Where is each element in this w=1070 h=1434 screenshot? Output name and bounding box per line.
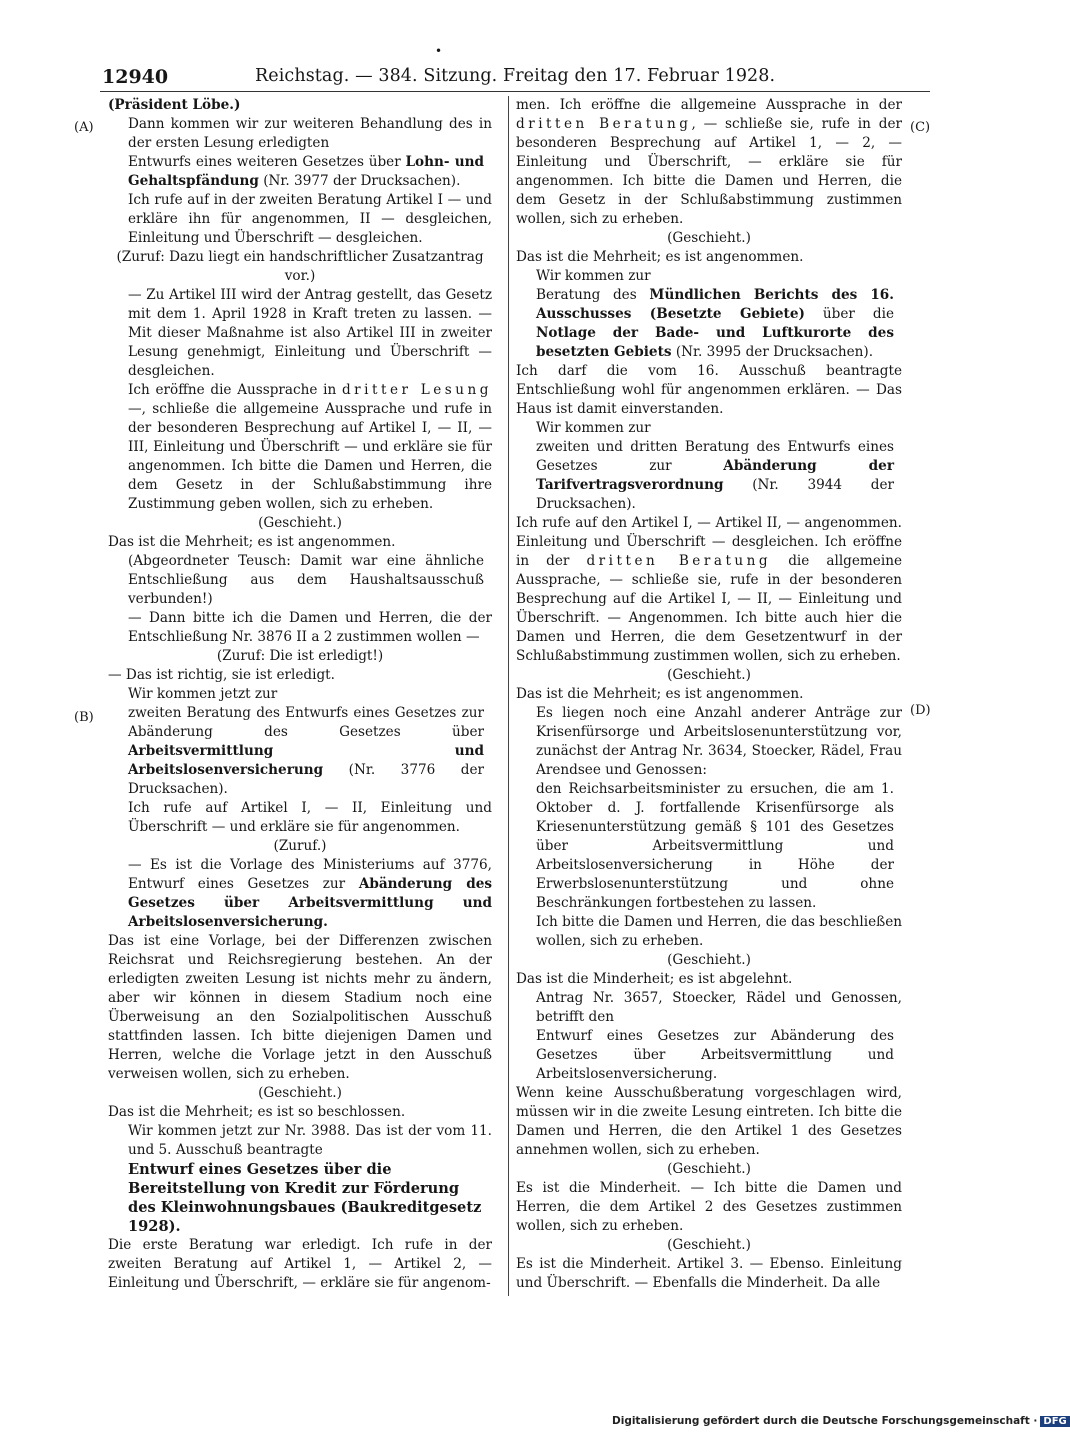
margin-letter-c: (C) [910, 120, 931, 135]
interjection: (Zuruf: Die ist erledigt!) [216, 648, 384, 664]
paragraph: Es ist die Minderheit. — Ich bitte die Damen und Herren, die dem Artikel 2 des Gesetzes zustimmen wollen, sich zu erheben. [516, 1180, 902, 1234]
paragraph: Wenn keine Ausschußberatung vorgeschlagen wird, müssen wir in die zweite Lesung eintreten. Ich bitte die Damen und Herren, die den Artikel 1 des Gesetzes annehmen wollen, sich zu erheben. [516, 1085, 902, 1158]
header-rule [100, 91, 930, 92]
dfg-logo: DFG [1040, 1416, 1069, 1427]
paragraph: Wir kommen jetzt zur Nr. 3988. Das ist der vom 11. und 5. Ausschuß beantragte [128, 1123, 492, 1158]
paragraph: — Es ist die Vorlage des Ministeriums auf 3776, Entwurf eines Gesetzes zur Abänderung des Gesetzes über Arbeitsvermittlung und Arbeitslosenversicherung. [128, 857, 493, 930]
page-number: 12940 [102, 66, 169, 88]
agenda-item-title: Entwurf eines Gesetzes über die Bereitstellung von Kredit zur Förderung des Kleinwohnungsbaues (Baukreditgesetz 1928). [128, 1161, 482, 1235]
agenda-item: zweiten und dritten Beratung des Entwurfs eines Gesetzes zur Abänderung der Tarifvertragsverordnung (Nr. 3944 der Drucksachen). [536, 439, 894, 512]
paragraph: Ich rufe auf in der zweiten Beratung Artikel I — und erkläre ihn für angenommen, II — desgleichen, Einleitung und Überschrift — desgleichen. [128, 192, 492, 246]
margin-letter-a: (A) [74, 120, 94, 135]
agenda-item: Entwurfs eines weiteren Gesetzes über Lohn- und Gehaltspfändung (Nr. 3977 der Drucksachen). [128, 154, 484, 189]
paragraph: Dann kommen wir zur weiteren Behandlung des in der ersten Lesung erledigten [128, 116, 492, 151]
quoted-motion: Entwurf eines Gesetzes zur Abänderung des Gesetzes über Arbeitsvermittlung und Arbeitslosenversicherung. [536, 1028, 894, 1082]
agenda-item: zweiten Beratung des Entwurfs eines Gesetzes zur Abänderung des Gesetzes über Arbeitsvermittlung und Arbeitslosenversicherung (Nr. 3776 der Drucksachen). [128, 705, 484, 797]
paragraph: Wir kommen zur [536, 268, 651, 284]
paragraph: Ich darf die vom 16. Ausschuß beantragte Entschließung wohl für angenommen erklären. — Das Haus ist damit einverstanden. [516, 363, 902, 417]
running-title: Reichstag. — 384. Sitzung. Freitag den 17. Februar 1928. [255, 66, 776, 86]
quoted-motion: den Reichsarbeitsminister zu ersuchen, die am 1. Oktober d. J. fortfallende Krisenfürsorge als Kriesenunterstützung gemäß § 101 des Gesetzes über Arbeitsvermittlung und Arbeitslosenversicherung in Höhe der Erwerbslosenunterstützung und ohne Beschränkungen fortbestehen zu lassen. [536, 781, 894, 911]
interjection: (Zuruf.) [273, 838, 327, 854]
margin-letter-b: (B) [74, 710, 94, 725]
paragraph: Ich rufe auf den Artikel I, — Artikel II, — angenommen. Einleitung und Überschrift — desgleichen. Ich eröffne in der dritten Beratung die allgemeine Aussprache, — schließe sie, rufe in der besonderen Besprechung auf die Artikel I, — II, — Einleitung und Überschrift. — Angenommen. Ich bitte auch hier die Damen und Herren, die dem Gesetzentwurf in der Schlußabstimmung zustimmen wollen, sich zu erheben. [516, 515, 902, 664]
paragraph: Das ist eine Vorlage, bei der Differenzen zwischen Reichsrat und Reichsregierung bestehen. An der erledigten zweiten Lesung ist nichts mehr zu ändern, aber wir können in diesem Stadium noch eine Überweisung an den Sozialpolitischen Ausschuß stattfinden lassen. Ich bitte diejenigen Damen und Herren, welche die Vorlage jetzt in den Ausschuß verweisen wollen, sich zu erheben. [108, 933, 492, 1082]
paragraph: Das ist die Mehrheit; es ist angenommen. [516, 249, 804, 265]
proceeding-note: (Geschieht.) [258, 515, 342, 531]
digitization-credit [612, 1415, 1070, 1427]
paragraph: Wir kommen jetzt zur [128, 686, 278, 702]
speaker-label: (Präsident Löbe.) [108, 97, 241, 113]
paragraph: Antrag Nr. 3657, Stoecker, Rädel und Genossen, betrifft den [536, 990, 902, 1025]
paragraph: — Zu Artikel III wird der Antrag gestellt, das Gesetz mit dem 1. April 1928 in Kraft treten zu lassen. — Mit dieser Maßnahme ist also Artikel III in zweiter Lesung genehmigt, Einleitung und Überschrift — desgleichen. [128, 287, 492, 379]
paragraph: — Das ist richtig, sie ist erledigt. [108, 667, 335, 683]
paragraph: Das ist die Mehrheit; es ist so beschlossen. [108, 1104, 406, 1120]
paragraph: Ich eröffne die Aussprache in dritter Lesung —, schließe die allgemeine Aussprache und rufe in der besonderen Besprechung auf Artikel I, — II, — III, Einleitung und Überschrift — und erkläre sie für angenommen. Ich bitte die Damen und Herren, die dem Gesetz in der Schlußabstimmung ihre Zustimmung geben wollen, sich zu erheben. [128, 382, 492, 512]
page-mark: • [435, 44, 443, 58]
left-column [108, 96, 492, 1293]
interjection: (Abgeordneter Teusch: Damit war eine ähnliche Entschließung aus dem Haushaltsausschuß verbunden!) [128, 553, 484, 607]
paragraph: — Dann bitte ich die Damen und Herren, die der Entschließung Nr. 3876 II a 2 zustimmen wollen — [128, 610, 492, 645]
paragraph: Die erste Beratung war erledigt. Ich rufe in der zweiten Beratung auf Artikel 1, — Artikel 2, — Einleitung und Überschrift, — erkläre sie für angenom- [108, 1237, 492, 1291]
credit-text: Digitalisierung gefördert durch die Deutsche Forschungsgemeinschaft · [612, 1415, 1038, 1427]
paragraph: Es liegen noch eine Anzahl anderer Anträge zur Krisenfürsorge und Arbeitslosenunterstützung vor, zunächst der Antrag Nr. 3634, Stoecker, Rädel, Frau Arendsee und Genossen: [536, 705, 902, 778]
proceeding-note: (Geschieht.) [667, 1237, 751, 1253]
paragraph: Wir kommen zur [536, 420, 651, 436]
proceeding-note: (Geschieht.) [258, 1085, 342, 1101]
proceeding-note: (Geschieht.) [667, 1161, 751, 1177]
paragraph: Das ist die Minderheit; es ist abgelehnt. [516, 971, 793, 987]
paragraph: Das ist die Mehrheit; es ist angenommen. [516, 686, 804, 702]
paragraph: Ich bitte die Damen und Herren, die das beschließen wollen, sich zu erheben. [536, 914, 902, 949]
proceeding-note: (Geschieht.) [667, 667, 751, 683]
page-header [100, 66, 912, 92]
margin-letter-d: (D) [910, 703, 931, 718]
proceeding-note: (Geschieht.) [667, 952, 751, 968]
interjection: (Zuruf: Dazu liegt ein handschriftlicher Zusatzantrag vor.) [116, 249, 484, 284]
agenda-item: Beratung des Mündlichen Berichts des 16. Ausschusses (Besetzte Gebiete) über die Notlage der Bade- und Luftkurorte des besetzten Gebiets (Nr. 3995 der Drucksachen). [536, 287, 894, 360]
paragraph: men. Ich eröffne die allgemeine Aussprache in der dritten Beratung, — schließe sie, rufe in der besonderen Besprechung auf Artikel 1, — 2, — Einleitung und Überschrift, — erkläre sie für angenommen. Ich bitte die Damen und Herren, die dem Gesetz in der Schlußabstimmung zustimmen wollen, sich zu erheben. [516, 97, 903, 227]
paragraph: Es ist die Minderheit. Artikel 3. — Ebenso. Einleitung und Überschrift. — Ebenfalls die Minderheit. Da alle [516, 1256, 902, 1291]
paragraph: Ich rufe auf Artikel I, — II, Einleitung und Überschrift — und erkläre sie für angenommen. [128, 800, 492, 835]
right-column [516, 96, 902, 1293]
proceeding-note: (Geschieht.) [667, 230, 751, 246]
paragraph: Das ist die Mehrheit; es ist angenommen. [108, 534, 396, 550]
column-divider [508, 96, 509, 1296]
